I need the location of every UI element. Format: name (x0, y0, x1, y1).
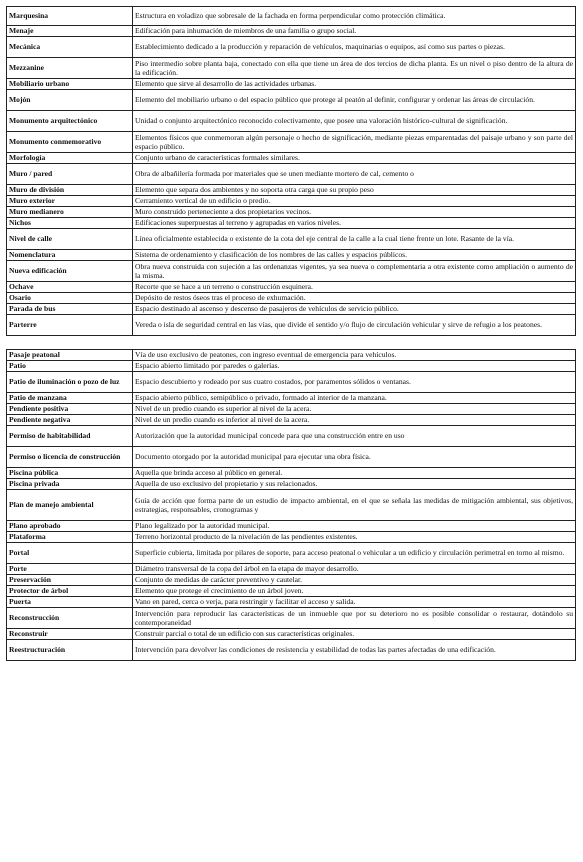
glossary-row (7, 304, 576, 315)
glossary-table-part-2 (6, 349, 576, 661)
glossary-term: Permiso o licencia de construcción (7, 447, 133, 468)
glossary-term: Monumento arquitectónico (7, 111, 133, 132)
glossary-term: Nichos (7, 218, 133, 229)
glossary-definition: Aquella de uso exclusivo del propietario y sus relacionados. (133, 479, 576, 490)
glossary-row (7, 218, 576, 229)
glossary-definition: Conjunto urbano de características formales similares. (133, 153, 576, 164)
table-gap (6, 336, 575, 349)
glossary-row (7, 361, 576, 372)
glossary-row (7, 447, 576, 468)
glossary-definition: Muro construido perteneciente a dos propietarios vecinos. (133, 207, 576, 218)
glossary-definition: Superficie cubierta, limitada por pilares de soporte, para acceso peatonal o vehicular a un edificio y circulación perimetral en torno al mismo. (133, 543, 576, 564)
glossary-definition: Edificaciones superpuestas al terreno y agrupadas en varios niveles. (133, 218, 576, 229)
glossary-term: Osario (7, 293, 133, 304)
glossary-row (7, 90, 576, 111)
glossary-row (7, 37, 576, 58)
glossary-row (7, 261, 576, 282)
glossary-row (7, 532, 576, 543)
glossary-definition: Terreno horizontal producto de la nivelación de las pendientes existentes. (133, 532, 576, 543)
glossary-term: Muro medianero (7, 207, 133, 218)
glossary-row (7, 315, 576, 336)
glossary-definition: Cerramiento vertical de un edificio o predio. (133, 196, 576, 207)
glossary-table-part-1 (6, 6, 576, 336)
glossary-definition: Espacio descubierto y rodeado por sus cuatro costados, por paramentos sólidos o ventanas. (133, 372, 576, 393)
glossary-term: Monumento conmemorativo (7, 132, 133, 153)
glossary-definition: Sistema de ordenamiento y clasificación de los nombres de las calles y espacios públicos. (133, 250, 576, 261)
glossary-term: Menaje (7, 26, 133, 37)
glossary-definition: Edificación para inhumación de miembros de una familia o grupo social. (133, 26, 576, 37)
glossary-definition: Elemento que separa dos ambientes y no soporta otra carga que su propio peso (133, 185, 576, 196)
glossary-term: Mojón (7, 90, 133, 111)
glossary-definition: Piso intermedio sobre planta baja, conectado con ella que tiene un área de dos tercios de dicha planta. Es un nivel o piso dentro de la altura de la edificación. (133, 58, 576, 79)
glossary-definition: Elemento que sirve al desarrollo de las actividades urbanas. (133, 79, 576, 90)
glossary-term: Pendiente positiva (7, 404, 133, 415)
glossary-term: Parterre (7, 315, 133, 336)
glossary-definition: Vía de uso exclusivo de peatones, con ingreso eventual de emergencia para vehículos. (133, 350, 576, 361)
glossary-definition: Unidad o conjunto arquitectónico reconocido colectivamente, que posee una valoración histórico-cultural de significación. (133, 111, 576, 132)
glossary-definition: Espacio abierto público, semipúblico o privado, formado al interior de la manzana. (133, 393, 576, 404)
glossary-term: Portal (7, 543, 133, 564)
glossary-row (7, 282, 576, 293)
glossary-term: Reconstruir (7, 629, 133, 640)
glossary-term: Mobiliario urbano (7, 79, 133, 90)
glossary-term: Patio (7, 361, 133, 372)
glossary-row (7, 293, 576, 304)
glossary-term: Mecánica (7, 37, 133, 58)
glossary-row (7, 393, 576, 404)
glossary-row (7, 79, 576, 90)
glossary-definition: Autorización que la autoridad municipal concede para que una construcción entre en uso (133, 426, 576, 447)
glossary-term: Plano aprobado (7, 521, 133, 532)
glossary-definition: Línea oficialmente establecida o existente de la cota del eje central de la calle a la cual tiene frente un lote. Rasante de la vía. (133, 229, 576, 250)
glossary-term: Nomenclatura (7, 250, 133, 261)
glossary-row (7, 608, 576, 629)
glossary-term: Reconstrucción (7, 608, 133, 629)
glossary-definition: Guía de acción que forma parte de un estudio de impacto ambiental, en el que se señala las medidas de mitigación ambiental, sus objetivos, estrategias, responsables, cronogramas y (133, 490, 576, 521)
glossary-row (7, 564, 576, 575)
glossary-term: Preservación (7, 575, 133, 586)
glossary-definition: Obra de albañilería formada por materiales que se unen mediante mortero de cal, cemento o (133, 164, 576, 185)
glossary-term: Pasaje peatonal (7, 350, 133, 361)
glossary-row (7, 575, 576, 586)
glossary-row (7, 196, 576, 207)
glossary-definition: Nivel de un predio cuando es superior al nivel de la acera. (133, 404, 576, 415)
glossary-definition: Construir parcial o total de un edificio con sus características originales. (133, 629, 576, 640)
glossary-row (7, 7, 576, 26)
glossary-term: Nivel de calle (7, 229, 133, 250)
glossary-definition: Depósito de restos óseos tras el proceso de exhumación. (133, 293, 576, 304)
glossary-definition: Elemento que protege el crecimiento de un árbol joven. (133, 586, 576, 597)
glossary-row (7, 468, 576, 479)
glossary-definition: Intervención para reproducir las características de un inmueble que por su deterioro no es posible consolidar o restaurar, dotándolo su contemporaneidad (133, 608, 576, 629)
glossary-definition: Nivel de un predio cuando es inferior al nivel de la acera. (133, 415, 576, 426)
glossary-row (7, 207, 576, 218)
glossary-row (7, 521, 576, 532)
glossary-definition: Conjunto de medidas de carácter preventivo y cautelar. (133, 575, 576, 586)
glossary-row (7, 132, 576, 153)
glossary-row (7, 404, 576, 415)
glossary-definition: Aquella que brinda acceso al público en general. (133, 468, 576, 479)
glossary-row (7, 229, 576, 250)
glossary-definition: Documento otorgado por la autoridad municipal para ejecutar una obra física. (133, 447, 576, 468)
glossary-definition: Establecimiento dedicado a la producción y reparación de vehículos, maquinarias o equipos, así como sus partes o piezas. (133, 37, 576, 58)
glossary-row (7, 250, 576, 261)
glossary-term: Porte (7, 564, 133, 575)
glossary-row (7, 58, 576, 79)
glossary-term: Nueva edificación (7, 261, 133, 282)
glossary-definition: Elementos físicos que conmemoran algún personaje o hecho de significación, mediante piezas emparentadas del paisaje urbano y son parte del espacio público. (133, 132, 576, 153)
glossary-definition: Diámetro transversal de la copa del árbol en la etapa de mayor desarrollo. (133, 564, 576, 575)
glossary-definition: Intervención para devolver las condiciones de resistencia y estabilidad de todas las partes afectadas de una edificación. (133, 640, 576, 661)
glossary-term: Patio de iluminación o pozo de luz (7, 372, 133, 393)
glossary-row (7, 629, 576, 640)
glossary-definition: Recorte que se hace a un terreno o construcción esquinera. (133, 282, 576, 293)
glossary-term: Piscina privada (7, 479, 133, 490)
glossary-term: Patio de manzana (7, 393, 133, 404)
glossary-term: Parada de bus (7, 304, 133, 315)
glossary-row (7, 490, 576, 521)
glossary-definition: Espacio abierto limitado por paredes o galerías. (133, 361, 576, 372)
glossary-row (7, 426, 576, 447)
glossary-term: Mezzanine (7, 58, 133, 79)
glossary-row (7, 372, 576, 393)
glossary-row (7, 543, 576, 564)
glossary-row (7, 586, 576, 597)
glossary-row (7, 26, 576, 37)
glossary-definition: Obra nueva construida con sujeción a las ordenanzas vigentes, ya sea nueva o complementaria a otra existente como ampliación o aumento de la misma. (133, 261, 576, 282)
glossary-row (7, 479, 576, 490)
glossary-term: Piscina pública (7, 468, 133, 479)
glossary-row (7, 597, 576, 608)
glossary-definition: Espacio destinado al ascenso y descenso de pasajeros de vehículos de servicio público. (133, 304, 576, 315)
glossary-definition: Plano legalizado por la autoridad municipal. (133, 521, 576, 532)
glossary-term: Protector de árbol (7, 586, 133, 597)
glossary-row (7, 164, 576, 185)
glossary-term: Pendiente negativa (7, 415, 133, 426)
glossary-term: Plan de manejo ambiental (7, 490, 133, 521)
glossary-row (7, 350, 576, 361)
glossary-definition: Elemento del mobiliario urbano o del espacio público que protege al peatón al definir, configurar y ordenar las áreas de circulación. (133, 90, 576, 111)
glossary-term: Morfología (7, 153, 133, 164)
glossary-term: Permiso de habitabilidad (7, 426, 133, 447)
glossary-row (7, 640, 576, 661)
glossary-definition: Vano en pared, cerca o verja, para restringir y facilitar el acceso y salida. (133, 597, 576, 608)
glossary-definition: Vereda o isla de seguridad central en las vías, que divide el sentido y/o flujo de circulación vehicular y sirve de refugio a los peatones. (133, 315, 576, 336)
glossary-row (7, 185, 576, 196)
glossary-term: Plataforma (7, 532, 133, 543)
glossary-term: Marquesina (7, 7, 133, 26)
glossary-term: Reestructuración (7, 640, 133, 661)
glossary-row (7, 111, 576, 132)
glossary-definition: Estructura en voladizo que sobresale de la fachada en forma perpendicular como protección climática. (133, 7, 576, 26)
glossary-row (7, 415, 576, 426)
glossary-row (7, 153, 576, 164)
glossary-term: Muro de división (7, 185, 133, 196)
glossary-term: Ochave (7, 282, 133, 293)
glossary-term: Puerta (7, 597, 133, 608)
glossary-term: Muro / pared (7, 164, 133, 185)
glossary-term: Muro exterior (7, 196, 133, 207)
